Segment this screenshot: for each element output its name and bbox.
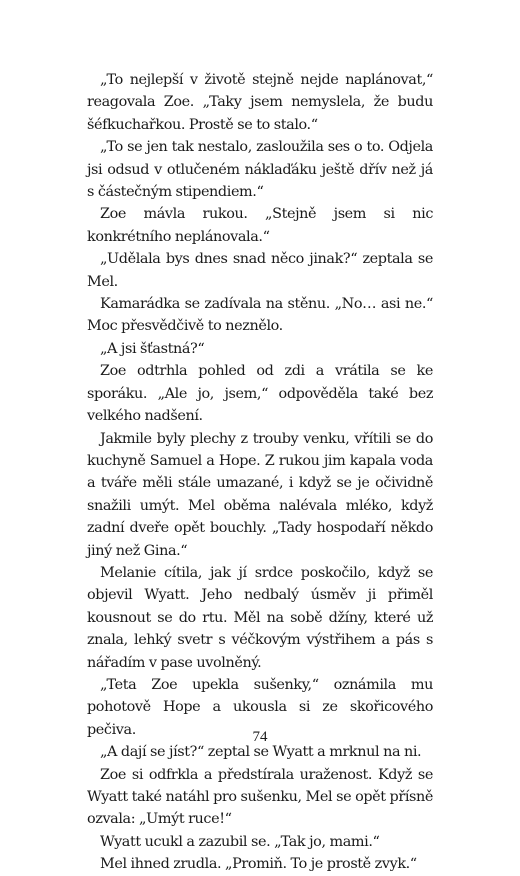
paragraph: „Teta Zoe upekla sušenky,“ oznámila mu pohotově Hope a ukousla si ze skořicového pečiva.	[87, 676, 433, 738]
paragraph: Melanie cítila, jak jí srdce poskočilo, když se objevil Wyatt. Jeho nedbalý úsměv ji přiměl kousnout se do rtu. Měl na sobě džíny, které už znala, lehký svetr s véčkovým výstřihem a pás s nářadím v pase uvolněný.	[87, 564, 433, 671]
paragraph: „A dají se jíst?“ zeptal se Wyatt a mrknul na ni.	[100, 744, 422, 761]
paragraph: Zoe mávla rukou. „Stejně jsem si nic konkrétního neplánovala.“	[87, 206, 433, 245]
page-number: 74	[252, 729, 268, 745]
paragraph: Zoe odtrhla pohled od zdi a vrátila se ke sporáku. „Ale jo, jsem,“ odpověděla také bez velkého nadšení.	[87, 363, 433, 425]
paragraph: „To nejlepší v životě stejně nejde naplánovat,“ reagovala Zoe. „Taky jsem nemyslela, že budu šéfkuchařkou. Prostě se to stalo.“	[87, 72, 433, 133]
paragraph: „A jsi šťastná?“	[100, 340, 205, 357]
paragraph: Kamarádka se zadívala na stěnu. „No… asi ne.“ Moc přesvědčivě to neznělo.	[87, 296, 433, 335]
body-text	[87, 69, 433, 876]
paragraph: Mel ihned zrudla. „Promiň. To je prostě zvyk.“	[100, 856, 417, 873]
paragraph: „To se jen tak nestalo, zasloužila ses o to. Odjela jsi odsud v otlučeném náklaďáku ještě dřív než já s částečným stipendiem.“	[87, 139, 433, 201]
paragraph: Wyatt ucukl a zazubil se. „Tak jo, mami.“	[100, 833, 380, 850]
paragraph: „Udělala bys dnes snad něco jinak?“ zeptala se Mel.	[87, 251, 433, 290]
paragraph: Zoe si odfrkla a předstírala uraženost. Když se Wyatt také natáhl pro sušenku, Mel se opět přísně ozvala: „Umýt ruce!“	[87, 766, 433, 828]
paragraph: Jakmile byly plechy z trouby venku, vřítili se do kuchyně Samuel a Hope. Z rukou jim kapala voda a tváře měli stále umazané, i když se je očividně snažili umýt. Mel oběma nalévala mléko, když zadní dveře opět bouchly. „Tady hospodaří někdo jiný než Gina.“	[87, 430, 433, 559]
